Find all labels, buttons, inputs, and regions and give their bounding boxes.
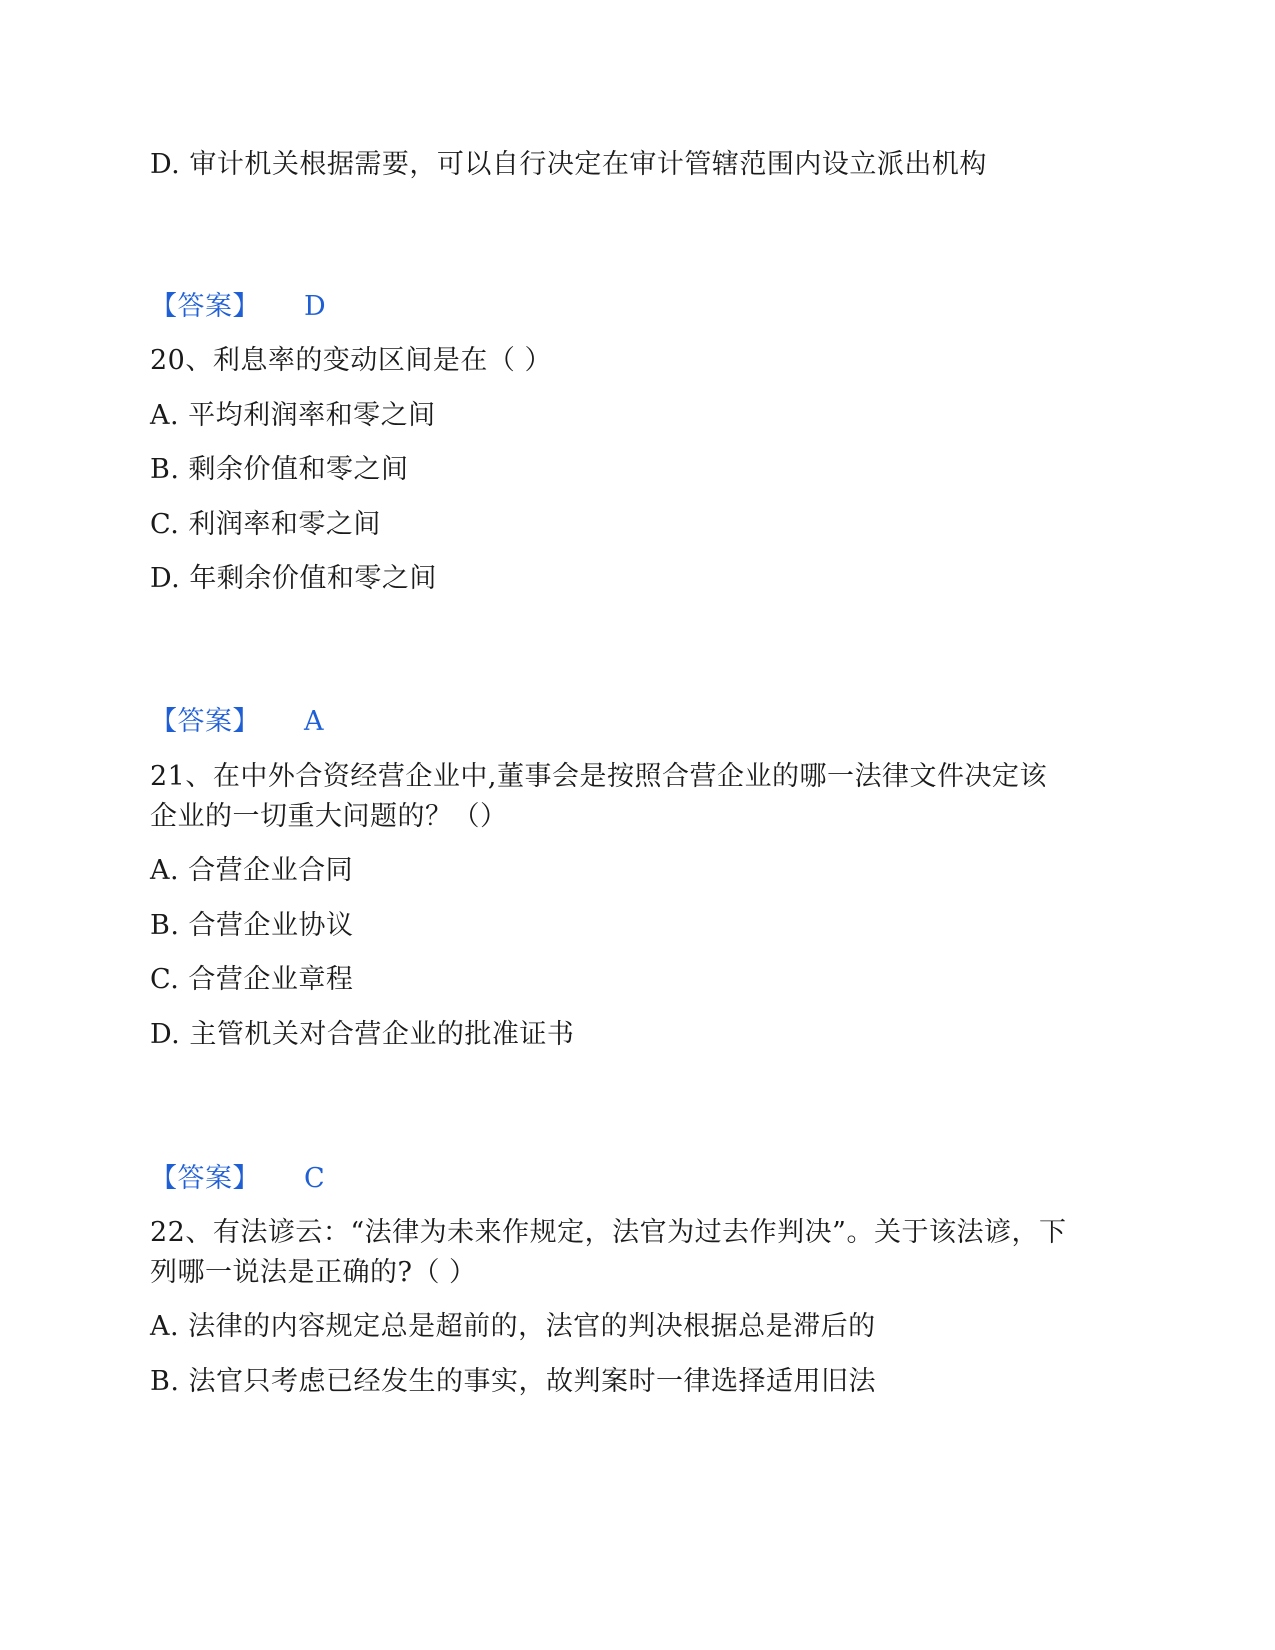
q22-stem-line2: 列哪一说法是正确的?（ ）: [150, 1257, 477, 1288]
q21-option-c: C. 合营企业章程: [150, 964, 354, 995]
answer-value: A: [304, 706, 324, 737]
q21-stem-line2: 企业的一切重大问题的？（）: [150, 801, 508, 832]
q20-option-a: A. 平均利润率和零之间: [150, 400, 436, 431]
q22-option-b: B. 法官只考虑已经发生的事实，故判案时一律选择适用旧法: [150, 1366, 877, 1397]
q22-stem-line1: 22、有法谚云：“法律为未来作规定，法官为过去作判决”。关于该法谚，下: [150, 1217, 1067, 1248]
answer-label: 【答案】: [150, 291, 260, 322]
q22-option-a: A. 法律的内容规定总是超前的，法官的判决根据总是滞后的: [150, 1311, 876, 1342]
q21-stem-line1: 21、在中外合资经营企业中,董事会是按照合营企业的哪一法律文件决定该: [150, 761, 1047, 792]
answer-label: 【答案】: [150, 706, 260, 737]
q21-option-a: A. 合营企业合同: [150, 855, 354, 886]
q21-option-b: B. 合营企业协议: [150, 910, 354, 941]
answer-value: C: [304, 1163, 326, 1194]
q20-answer: [150, 705, 324, 739]
q21-option-d: D. 主管机关对合营企业的批准证书: [150, 1019, 575, 1050]
q19-answer: [150, 290, 326, 324]
q21-answer: [150, 1162, 325, 1196]
answer-value: D: [304, 291, 327, 322]
q20-option-d: D. 年剩余价值和零之间: [150, 563, 437, 594]
q20-stem: 20、利息率的变动区间是在（ ）: [150, 345, 552, 376]
q20-option-c: C. 利润率和零之间: [150, 509, 381, 540]
q19-option-d: D. 审计机关根据需要，可以自行决定在审计管辖范围内设立派出机构: [150, 149, 987, 180]
answer-label: 【答案】: [150, 1163, 260, 1194]
q20-option-b: B. 剩余价值和零之间: [150, 454, 409, 485]
